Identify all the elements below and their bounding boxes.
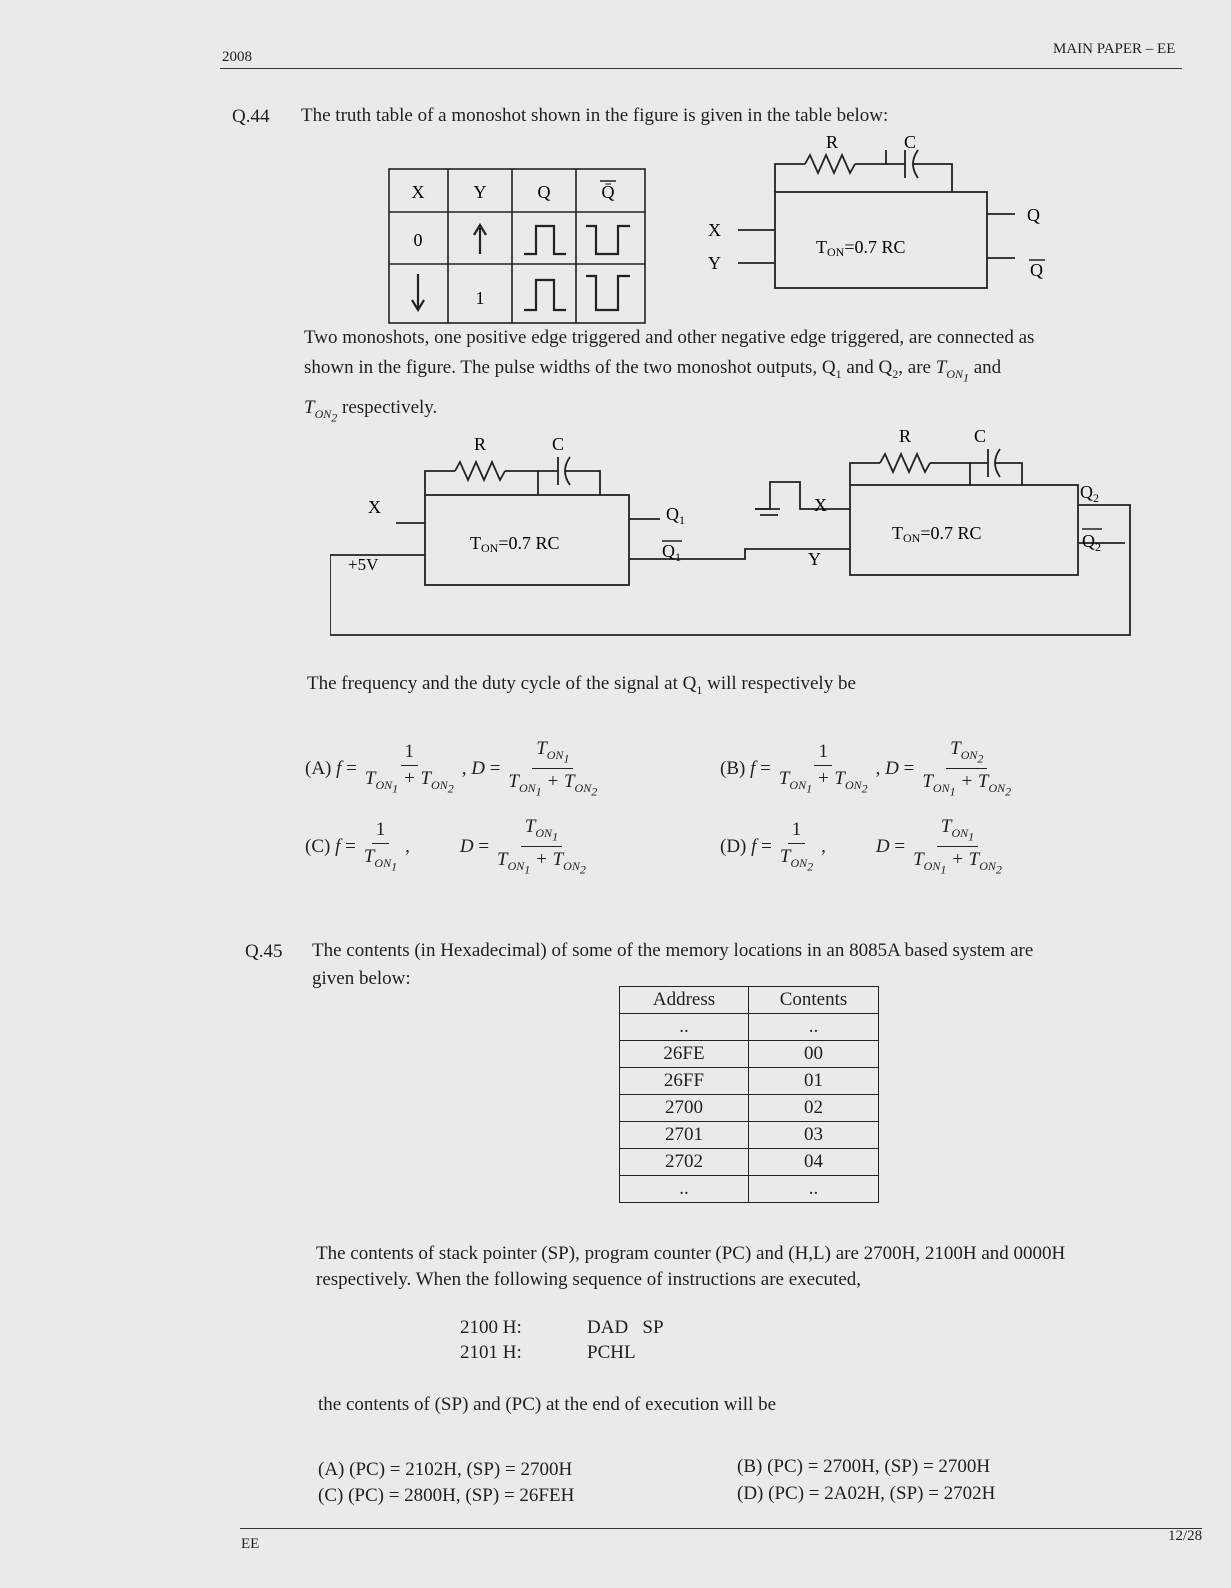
positive-pulse-icon — [524, 280, 566, 310]
q45-option-a[interactable]: (A) (PC) = 2102H, (SP) = 2700H — [318, 1459, 573, 1480]
circuit-c1-label: C — [551, 434, 565, 454]
q44-intro: The truth table of a monoshot shown in the figure is given in the table below: — [301, 105, 889, 126]
circuit-x1-label: X — [368, 497, 381, 517]
circuit-x2-label: X — [814, 495, 827, 515]
code-instr-2: PCHL — [587, 1342, 636, 1363]
table-header-contents: Contents — [749, 987, 879, 1014]
code-addr-2: 2101 H: — [460, 1342, 522, 1363]
q44-para-line2: shown in the figure. The pulse widths of the two monoshot outputs, $Q_1$ and $Q_2$, are $T_{ON_1}$ and — [304, 357, 1002, 385]
mono-y-label: Y — [708, 253, 721, 273]
circuit-y2-label: Y — [808, 549, 821, 569]
circuit-q1bar-label: $Q_1$ — [662, 541, 681, 564]
tt-row2-y: 1 — [475, 288, 485, 308]
tt-row1-x: 0 — [413, 230, 423, 250]
q45-option-d[interactable]: (D) (PC) = 2A02H, (SP) = 2702H — [737, 1483, 996, 1504]
q44-option-c[interactable]: (C) f = $\frac{1}{T_{ON_1}}$ , D = $\frac{T_{ON_1}}{T_{ON_1} + T_{ON_2}}$ — [305, 816, 586, 877]
table-cell: 04 — [749, 1149, 879, 1176]
header-paper: MAIN PAPER – EE — [1053, 41, 1176, 57]
tt-header-qbar: Q̄ — [601, 182, 615, 202]
code-addr-1: 2100 H: — [460, 1317, 522, 1338]
q45-line2: given below: — [312, 968, 411, 989]
q44-question: The frequency and the duty cycle of the signal at $Q_1$ will respectively be — [307, 673, 856, 697]
table-row — [620, 1176, 879, 1203]
q44-option-a[interactable]: (A) f = $\frac{1}{T_{ON_1} + T_{ON_2}}$ , D = $\frac{T_{ON_1}}{T_{ON_1} + T_{ON_2}}$ — [305, 738, 598, 799]
table-cell: .. — [749, 1014, 879, 1041]
code-instr-1: DAD SP — [587, 1317, 664, 1338]
tt-header-q: Q — [537, 182, 551, 202]
truth-table — [388, 168, 648, 328]
positive-pulse-icon — [524, 226, 566, 254]
q45-question: the contents of (SP) and (PC) at the end of execution will be — [318, 1394, 777, 1415]
mono-r-label: R — [825, 132, 839, 152]
table-cell: 01 — [749, 1068, 879, 1095]
table-cell: 2700 — [620, 1095, 749, 1122]
q44-option-d[interactable]: (D) f = $\frac{1}{T_{ON_2}}$ , D = $\frac{T_{ON_1}}{T_{ON_1} + T_{ON_2}}$ — [720, 816, 1002, 877]
q44-number: Q.44 — [232, 106, 270, 127]
monoshot-diagram — [700, 130, 1080, 300]
table-row — [620, 1095, 879, 1122]
table-cell: .. — [620, 1176, 749, 1203]
q45-option-b[interactable]: (B) (PC) = 2700H, (SP) = 2700H — [737, 1456, 991, 1477]
table-row — [620, 1122, 879, 1149]
circuit-c2-label: C — [973, 426, 987, 446]
table-cell: 00 — [749, 1041, 879, 1068]
table-header-row — [620, 987, 879, 1014]
q45-para2: respectively. When the following sequence of instructions are executed, — [316, 1269, 861, 1290]
circuit-supply-label: +5V — [348, 555, 379, 574]
q44-para-line3: $T_{ON_2}$ respectively. — [304, 397, 438, 425]
table-cell: 03 — [749, 1122, 879, 1149]
circuit-q2bar-label: $Q_2$ — [1082, 531, 1101, 554]
table-row — [620, 1014, 879, 1041]
q45-para1: The contents of stack pointer (SP), program counter (PC) and (H,L) are 2700H, 2100H and 0000H — [316, 1243, 1066, 1264]
table-header-address: Address — [620, 987, 749, 1014]
table-cell: 02 — [749, 1095, 879, 1122]
footer-rule — [240, 1528, 1202, 1529]
table-cell: .. — [620, 1014, 749, 1041]
mono-ton: TON=0.7 RC — [816, 237, 906, 259]
header-rule — [220, 68, 1182, 69]
q45-line1: The contents (in Hexadecimal) of some of the memory locations in an 8085A based system are — [312, 940, 1034, 961]
mono-c-label: C — [903, 132, 917, 152]
mono-q-label: Q — [1027, 205, 1040, 225]
table-cell: 2702 — [620, 1149, 749, 1176]
table-cell: .. — [749, 1176, 879, 1203]
q44-para-line1: Two monoshots, one positive edge triggered and other negative edge triggered, are connected as — [304, 327, 1035, 348]
circuit-ton2: TON=0.7 RC — [892, 523, 982, 545]
table-row — [620, 1041, 879, 1068]
mono-qbar-label: Q — [1030, 260, 1043, 280]
table-row — [620, 1068, 879, 1095]
q45-number: Q.45 — [245, 941, 283, 962]
mono-x-label: X — [708, 220, 721, 240]
two-monoshot-circuit — [330, 425, 1150, 650]
resistor-icon — [880, 454, 930, 472]
q44-option-b[interactable]: (B) f = $\frac{1}{T_{ON_1} + T_{ON_2}}$ , D = $\frac{T_{ON_2}}{T_{ON_1} + T_{ON_2}}$ — [720, 738, 1012, 799]
tt-header-y: Y — [473, 182, 487, 202]
circuit-q2-label: $Q_2$ — [1080, 482, 1099, 505]
resistor-icon — [805, 155, 855, 173]
negative-pulse-icon — [586, 276, 630, 310]
footer-page: 12/28 — [1168, 1528, 1203, 1544]
pulse-input-icon — [755, 482, 850, 509]
table-row — [620, 1149, 879, 1176]
table-cell: 26FF — [620, 1068, 749, 1095]
circuit-r1-label: R — [473, 434, 487, 454]
resistor-icon — [455, 462, 505, 480]
tt-header-x: X — [411, 182, 425, 202]
q45-option-c[interactable]: (C) (PC) = 2800H, (SP) = 26FEH — [318, 1485, 575, 1506]
circuit-r2-label: R — [898, 426, 912, 446]
circuit-q1-label: $Q_1$ — [666, 504, 685, 527]
circuit-ton1: TON=0.7 RC — [470, 533, 560, 555]
header-year: 2008 — [222, 49, 252, 65]
memory-table — [619, 986, 879, 1203]
table-cell: 2701 — [620, 1122, 749, 1149]
negative-pulse-icon — [586, 226, 630, 254]
table-cell: 26FE — [620, 1041, 749, 1068]
footer-left: EE — [241, 1536, 260, 1552]
